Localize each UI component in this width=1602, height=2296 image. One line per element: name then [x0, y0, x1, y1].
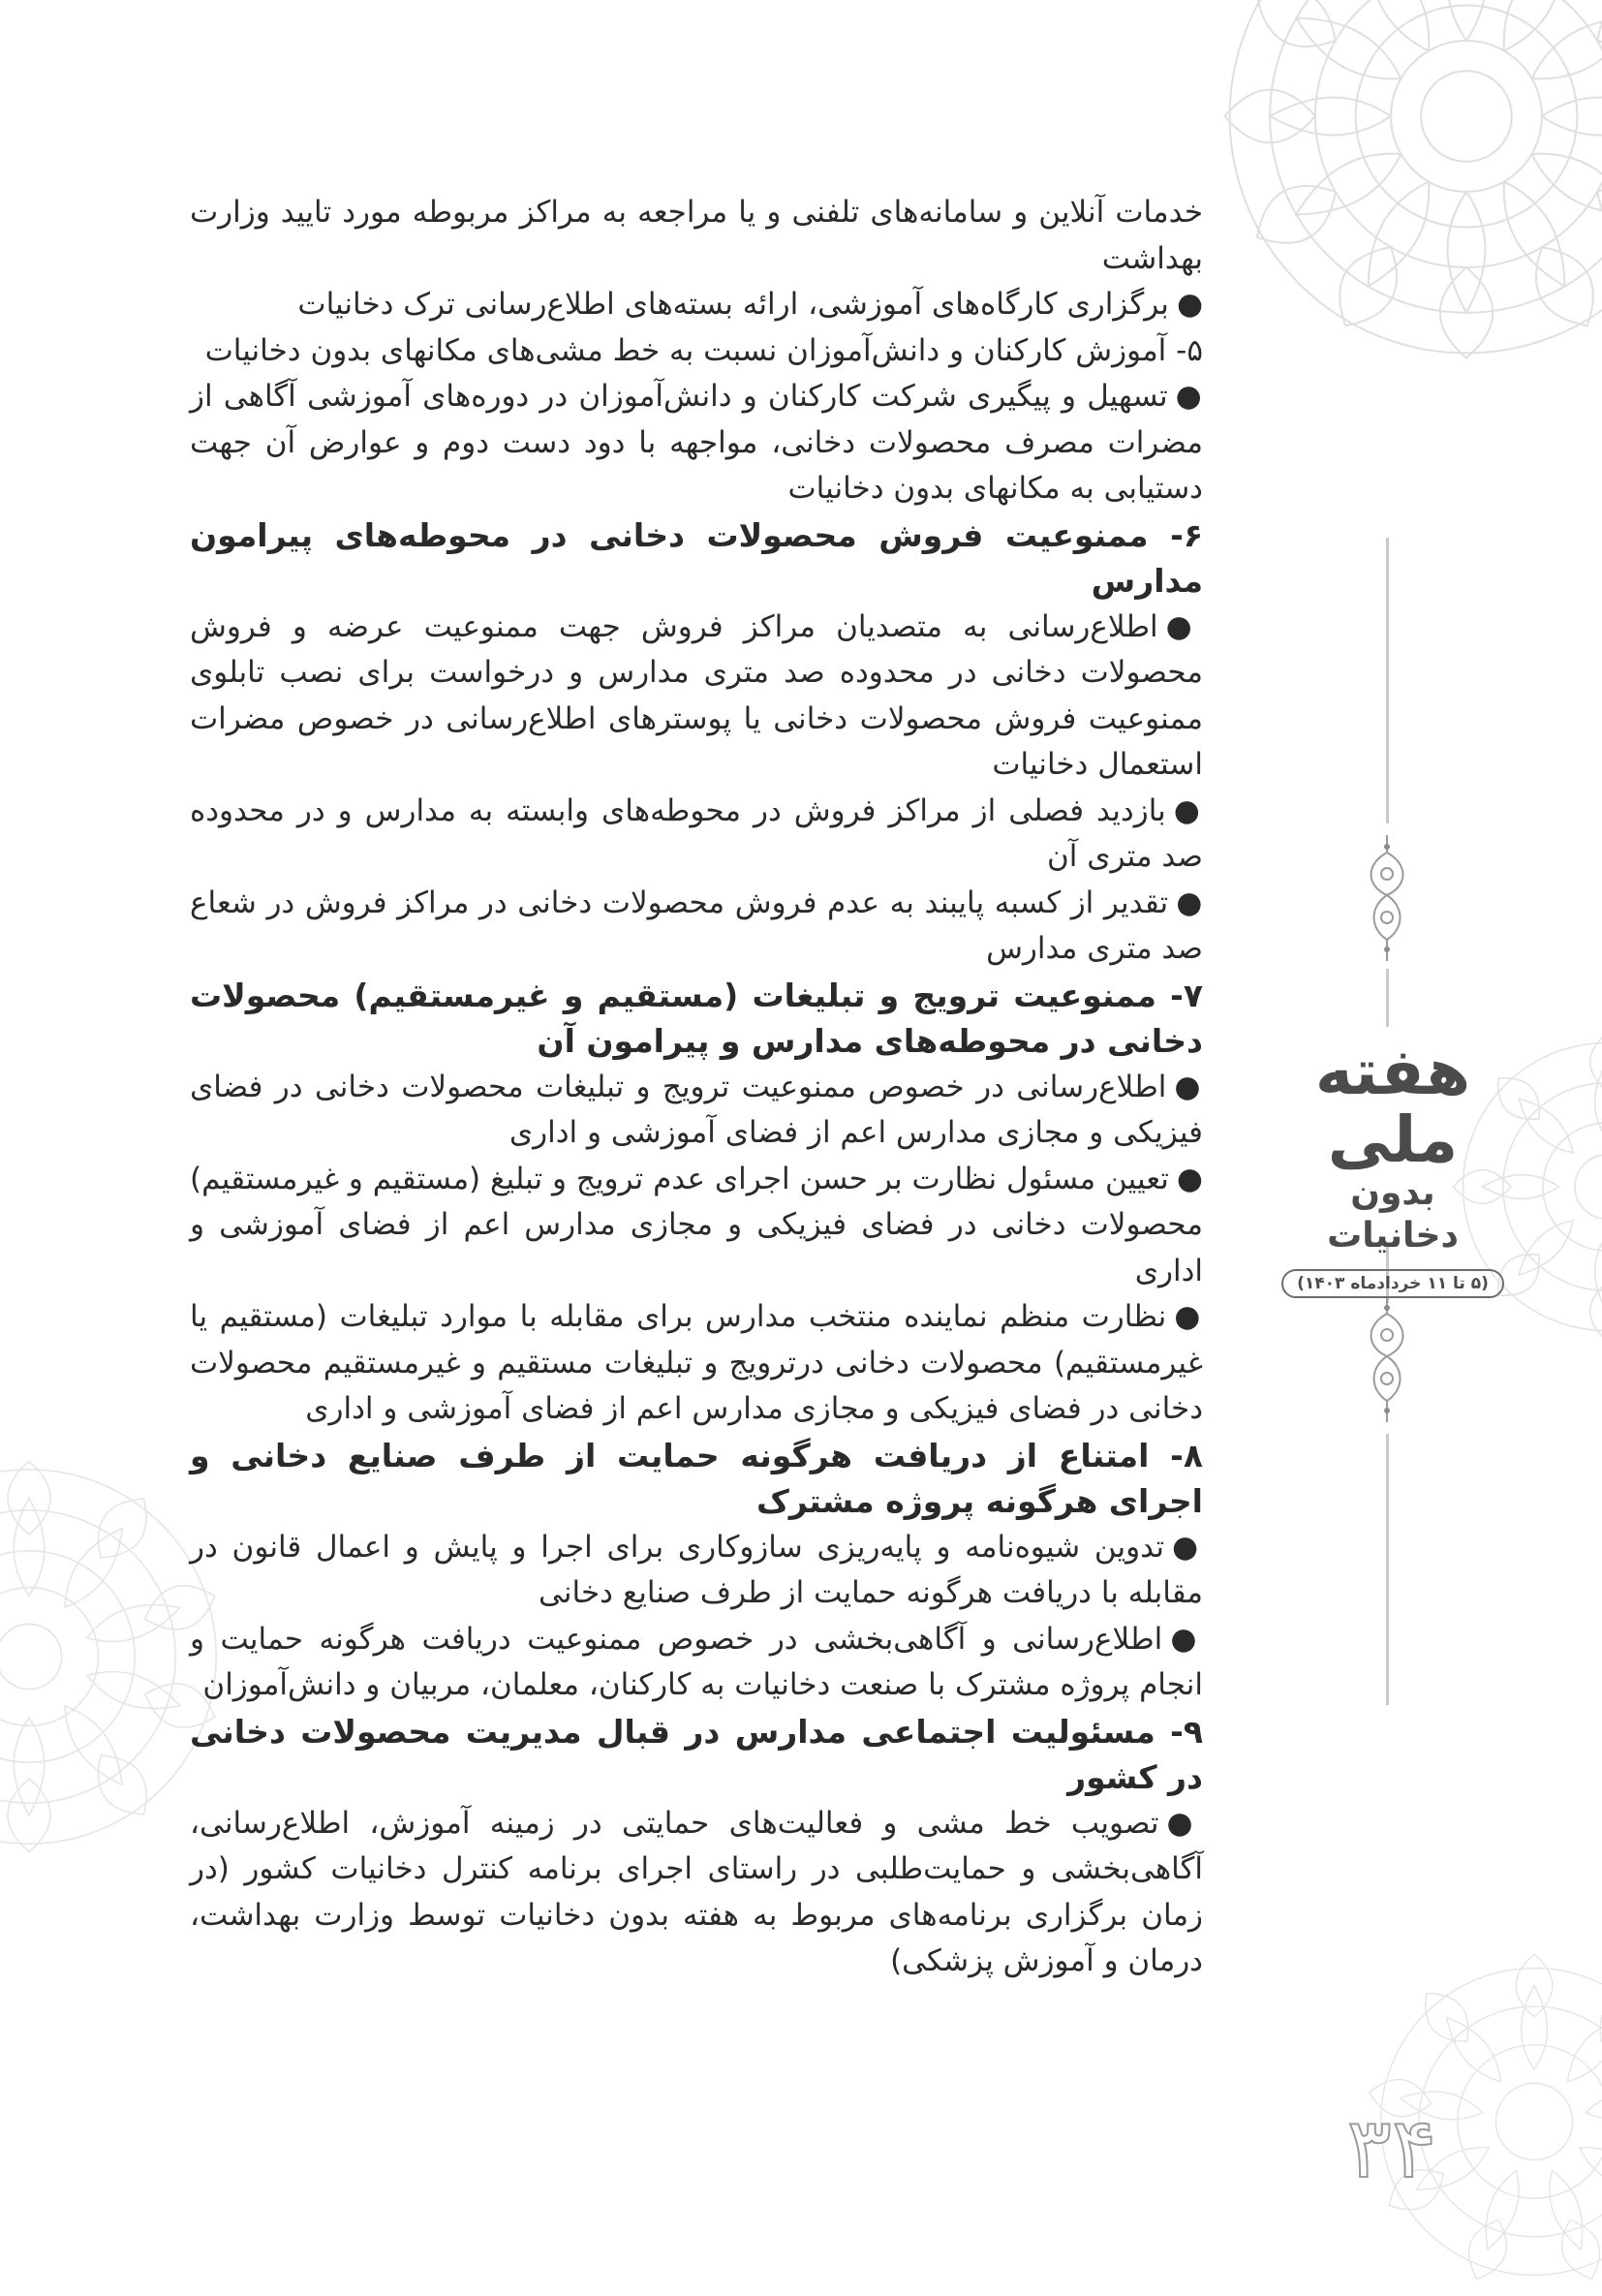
- item-text: خدمات آنلاین و سامانه‌های تلفنی و یا مراجعه به مراکز مربوطه مورد تایید وزارت بهداشت: [190, 195, 1203, 276]
- bullet-item: [190, 1065, 1203, 1157]
- section-heading: [190, 1433, 1203, 1525]
- sidebar-divider: [1386, 969, 1389, 1027]
- item-text: ۶- ممنوعیت فروش محصولات دخانی در محوطه‌های پیرامون مدارس: [190, 516, 1203, 601]
- item-text: تسهیل و پیگیری شرکت کارکنان و دانش‌آموزان در دوره‌های آموزشی آگاهی از مضرات مصرف محصولات دخانی، مواجهه با دود دست دوم و عوارض آن جهت دستیابی به مکانهای بدون دخانیات: [190, 379, 1203, 506]
- bullet-item: [190, 1525, 1203, 1617]
- item-text: بازدید فصلی از مراکز فروش در محوطه‌های وابسته به مدارس و در محدوده صد متری آن: [190, 793, 1203, 875]
- bullet-item: [190, 374, 1203, 512]
- logo-title: هفته ملی: [1280, 1039, 1505, 1174]
- scroll-ornament-icon: [1356, 835, 1418, 961]
- item-text: تدوین شیوه‌نامه و پایه‌ریزی سازوکاری برای اجرا و پایش و اعمال قانون در مقابله با دریافت هرگونه حمایت از طرف صنایع دخانی: [190, 1530, 1203, 1611]
- bullet-icon: ●: [1174, 1299, 1203, 1334]
- bullet-icon: ●: [1167, 1806, 1203, 1841]
- bullet-item: [190, 1801, 1203, 1985]
- bullet-item: [190, 1294, 1203, 1433]
- document-body: [190, 190, 1203, 1985]
- bullet-item: [190, 789, 1203, 881]
- paragraph: [190, 190, 1203, 282]
- item-text: تقدیر از کسبه پایبند به عدم فروش محصولات دخانی در مراکز فروش در شعاع صد متری مدارس: [190, 885, 1203, 967]
- bullet-icon: ●: [1176, 885, 1203, 920]
- bullet-item: [190, 881, 1203, 973]
- bullet-icon: ●: [1176, 379, 1203, 414]
- paragraph: [190, 328, 1203, 375]
- bullet-icon: ●: [1174, 1070, 1203, 1104]
- item-text: ۵- آموزش کارکنان و دانش‌آموزان نسبت به خط مشی‌های مکانهای بدون دخانیات: [205, 333, 1203, 368]
- item-text: اطلاع‌رسانی و آگاهی‌بخشی در خصوص ممنوعیت دریافت هرگونه حمایت و انجام پروژه مشترک با صنعت دخانیات به کارکنان، معلمان، مربیان و دانش‌آموزان: [190, 1622, 1203, 1703]
- item-text: برگزاری کارگاه‌های آموزشی، ارائه بسته‌های اطلاع‌رسانی ترک دخانیات: [297, 287, 1169, 322]
- scroll-ornament-icon: [1356, 1296, 1418, 1422]
- section-heading: [190, 973, 1203, 1065]
- item-text: ۷- ممنوعیت ترویج و تبلیغات (مستقیم و غیرمستقیم) محصولات دخانی در محوطه‌های مدارس و پیرامون آن: [190, 977, 1203, 1061]
- logo-subtitle: بدون دخانیات: [1280, 1172, 1505, 1257]
- item-text: نظارت منظم نماینده منتخب مدارس برای مقابله با موارد تبلیغات (مستقیم یا غیرمستقیم) محصولات دخانی درترویج و تبلیغات مستقیم و غیرمستقیم محصولات دخانی در فضای فیزیکی و مجازی مدارس اعم از فضای آموزشی و اداری: [190, 1299, 1203, 1426]
- bullet-item: [190, 1617, 1203, 1709]
- bullet-item: [190, 282, 1203, 328]
- section-heading: [190, 512, 1203, 605]
- bullet-item: [190, 605, 1203, 789]
- mandala-ornament: [1215, 0, 1602, 368]
- bullet-icon: ●: [1177, 287, 1203, 322]
- section-heading: [190, 1709, 1203, 1801]
- bullet-icon: ●: [1177, 1162, 1203, 1196]
- item-text: اطلاع‌رسانی به متصدیان مراکز فروش جهت ممنوعیت عرضه و فروش محصولات دخانی در محدوده صد متری مدارس و درخواست برای نصب تابلوی ممنوعیت فروش محصولات دخانی یا پوسترهای اطلاع‌رسانی در خصوص مضرات استعمال دخانیات: [190, 609, 1203, 783]
- page-number: ۳۴: [1339, 2100, 1445, 2197]
- item-text: تعیین مسئول نظارت بر حسن اجرای عدم ترویج و تبلیغ (مستقیم و غیرمستقیم) محصولات دخانی در فضای فیزیکی و مجازی مدارس اعم از فضای آموزشی و اداری: [190, 1162, 1203, 1288]
- sidebar-divider: [1386, 1434, 1389, 1705]
- bullet-item: [190, 1157, 1203, 1295]
- bullet-icon: ●: [1174, 793, 1203, 828]
- bullet-icon: ●: [1172, 1530, 1203, 1565]
- bullet-icon: ●: [1170, 1622, 1203, 1657]
- item-text: اطلاع‌رسانی در خصوص ممنوعیت ترویج و تبلیغات محصولات دخانی در فضای فیزیکی و مجازی مدارس اعم از فضای آموزشی و اداری: [190, 1070, 1203, 1151]
- logo-dates: (۵ تا ۱۱ خردادماه ۱۴۰۳): [1281, 1269, 1504, 1298]
- item-text: ۸- امتناع از دریافت هرگونه حمایت از طرف صنایع دخانی و اجرای هرگونه پروژه مشترک: [190, 1437, 1203, 1521]
- bullet-icon: ●: [1166, 609, 1203, 644]
- campaign-logo: [1280, 1039, 1505, 1223]
- item-text: ۹- مسئولیت اجتماعی مدارس در قبال مدیریت محصولات دخانی در کشور: [190, 1713, 1203, 1797]
- item-text: تصویب خط مشی و فعالیت‌های حمایتی در زمینه آموزش، اطلاع‌رسانی، آگاهی‌بخشی و حمایت‌طلبی در راستای اجرای برنامه کنترل دخانیات کشور (در زمان برگزاری برنامه‌های مربوط به هفته بدون دخانیات توسط وزارت بهداشت، درمان و آموزش پزشکی): [190, 1806, 1203, 1979]
- sidebar-divider: [1386, 538, 1389, 823]
